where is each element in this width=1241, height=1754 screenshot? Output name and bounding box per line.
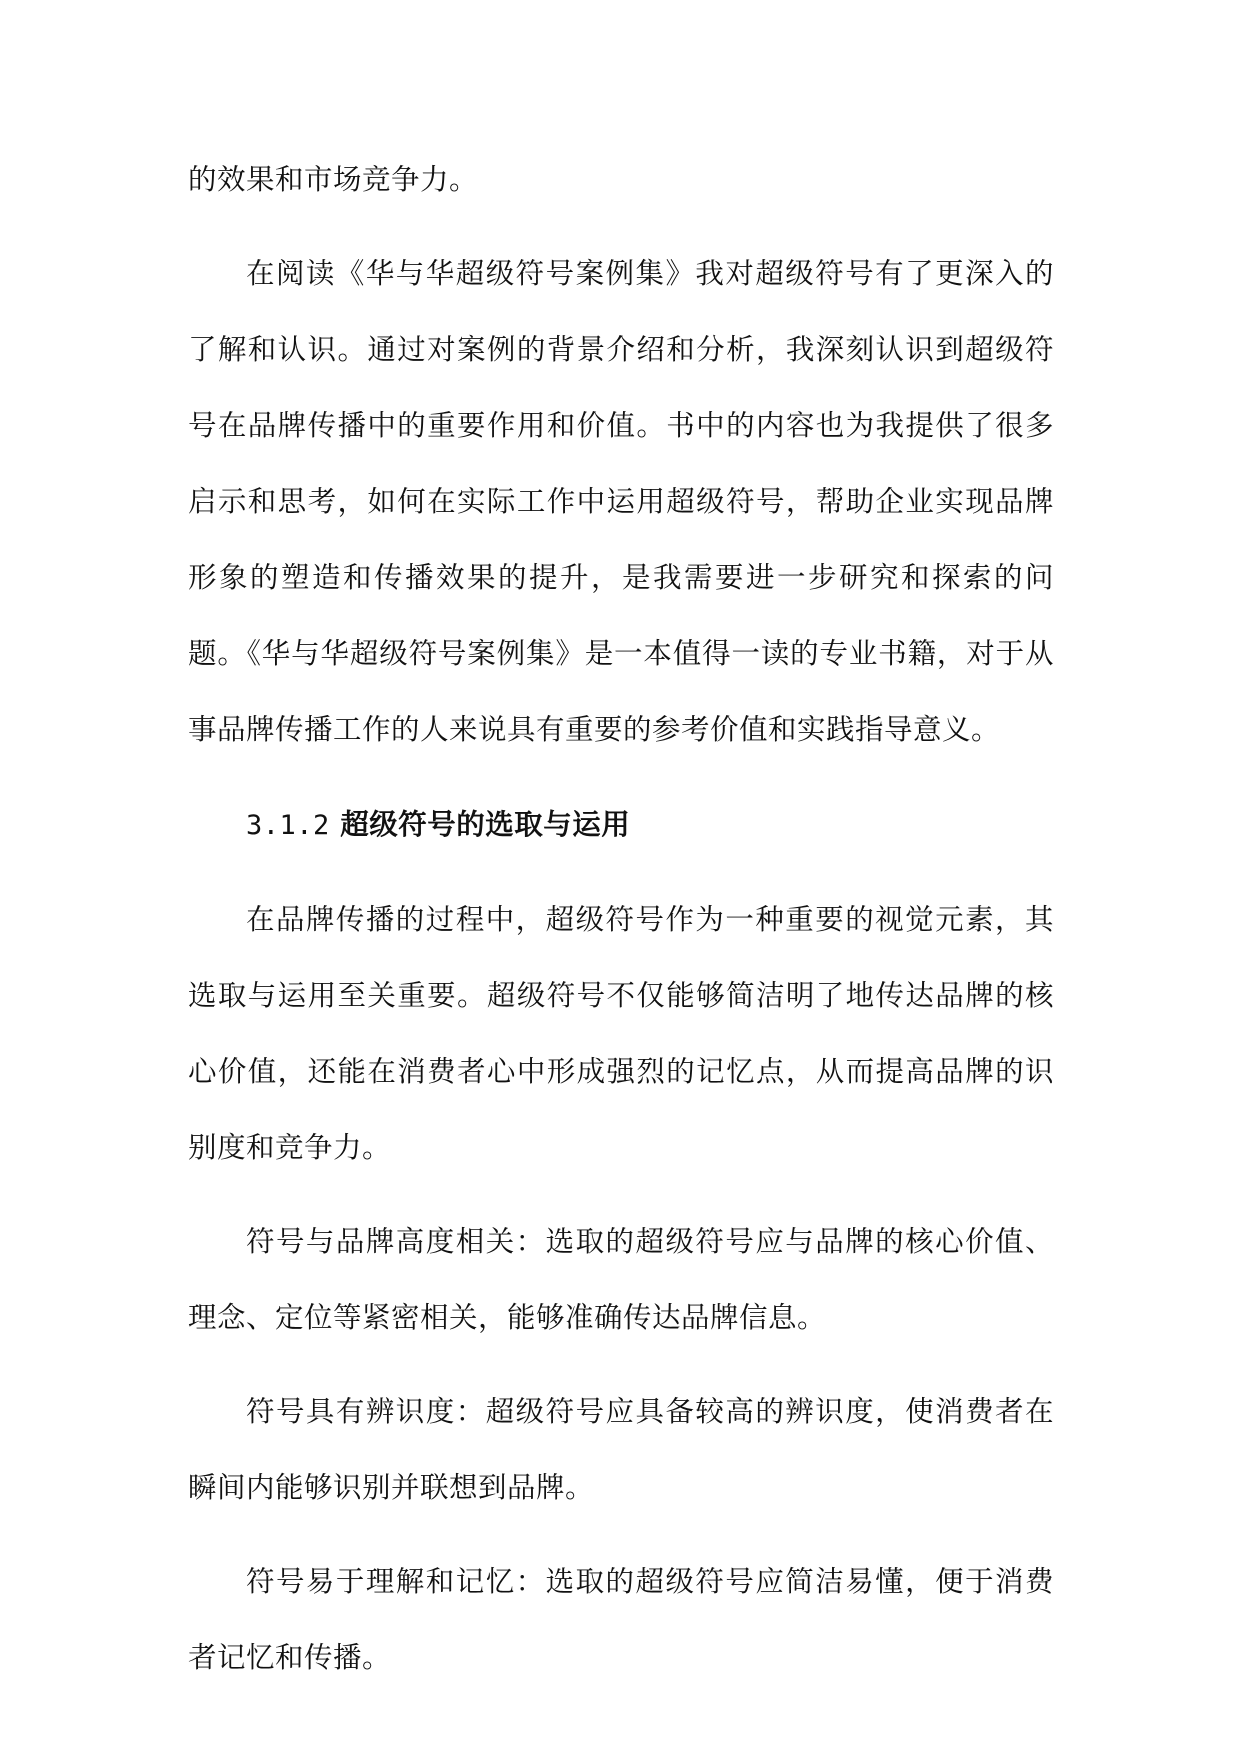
section-title: 超级符号的选取与运用 (340, 807, 631, 841)
paragraph-gap (188, 864, 1054, 882)
paragraph-intro: 在品牌传播的过程中，超级符号作为一种重要的视觉元素，其选取与运用至关重要。超级符号不仅能够简洁明了地传达品牌的核心价值，还能在消费者心中形成强烈的记忆点，从而提高品牌的识别度和竞争力。 (188, 903, 1054, 1164)
paragraph-continuation: 的效果和市场竞争力。 (188, 163, 479, 196)
paragraph-point-relevance: 符号与品牌高度相关：选取的超级符号应与品牌的核心价值、理念、定位等紧密相关，能够准确传达品牌信息。 (188, 1225, 1054, 1334)
paragraph-gap (188, 1526, 1054, 1544)
paragraph-gap (188, 768, 1054, 786)
paragraph-reading-reflection: 在阅读《华与华超级符号案例集》我对超级符号有了更深入的了解和认识。通过对案例的背景介绍和分析，我深刻认识到超级符号在品牌传播中的重要作用和价值。书中的内容也为我提供了很多启示和思考，如何在实际工作中运用超级符号，帮助企业实现品牌形象的塑造和传播效果的提升，是我需要进一步研究和探索的问题。《华与华超级符号案例集》是一本值得一读的专业书籍，对于从事品牌传播工作的人来说具有重要的参考价值和实践指导意义。 (188, 257, 1054, 746)
document-body (188, 142, 1054, 1696)
paragraph-gap (188, 1186, 1054, 1204)
section-heading (188, 786, 1054, 864)
paragraph-gap (188, 218, 1054, 236)
section-number: 3.1.2 (246, 810, 330, 841)
paragraph-point-recognition: 符号具有辨识度：超级符号应具备较高的辨识度，使消费者在瞬间内能够识别并联想到品牌。 (188, 1395, 1054, 1504)
paragraph-gap (188, 1356, 1054, 1374)
paragraph-point-memorability: 符号易于理解和记忆：选取的超级符号应简洁易懂，便于消费者记忆和传播。 (188, 1565, 1054, 1674)
